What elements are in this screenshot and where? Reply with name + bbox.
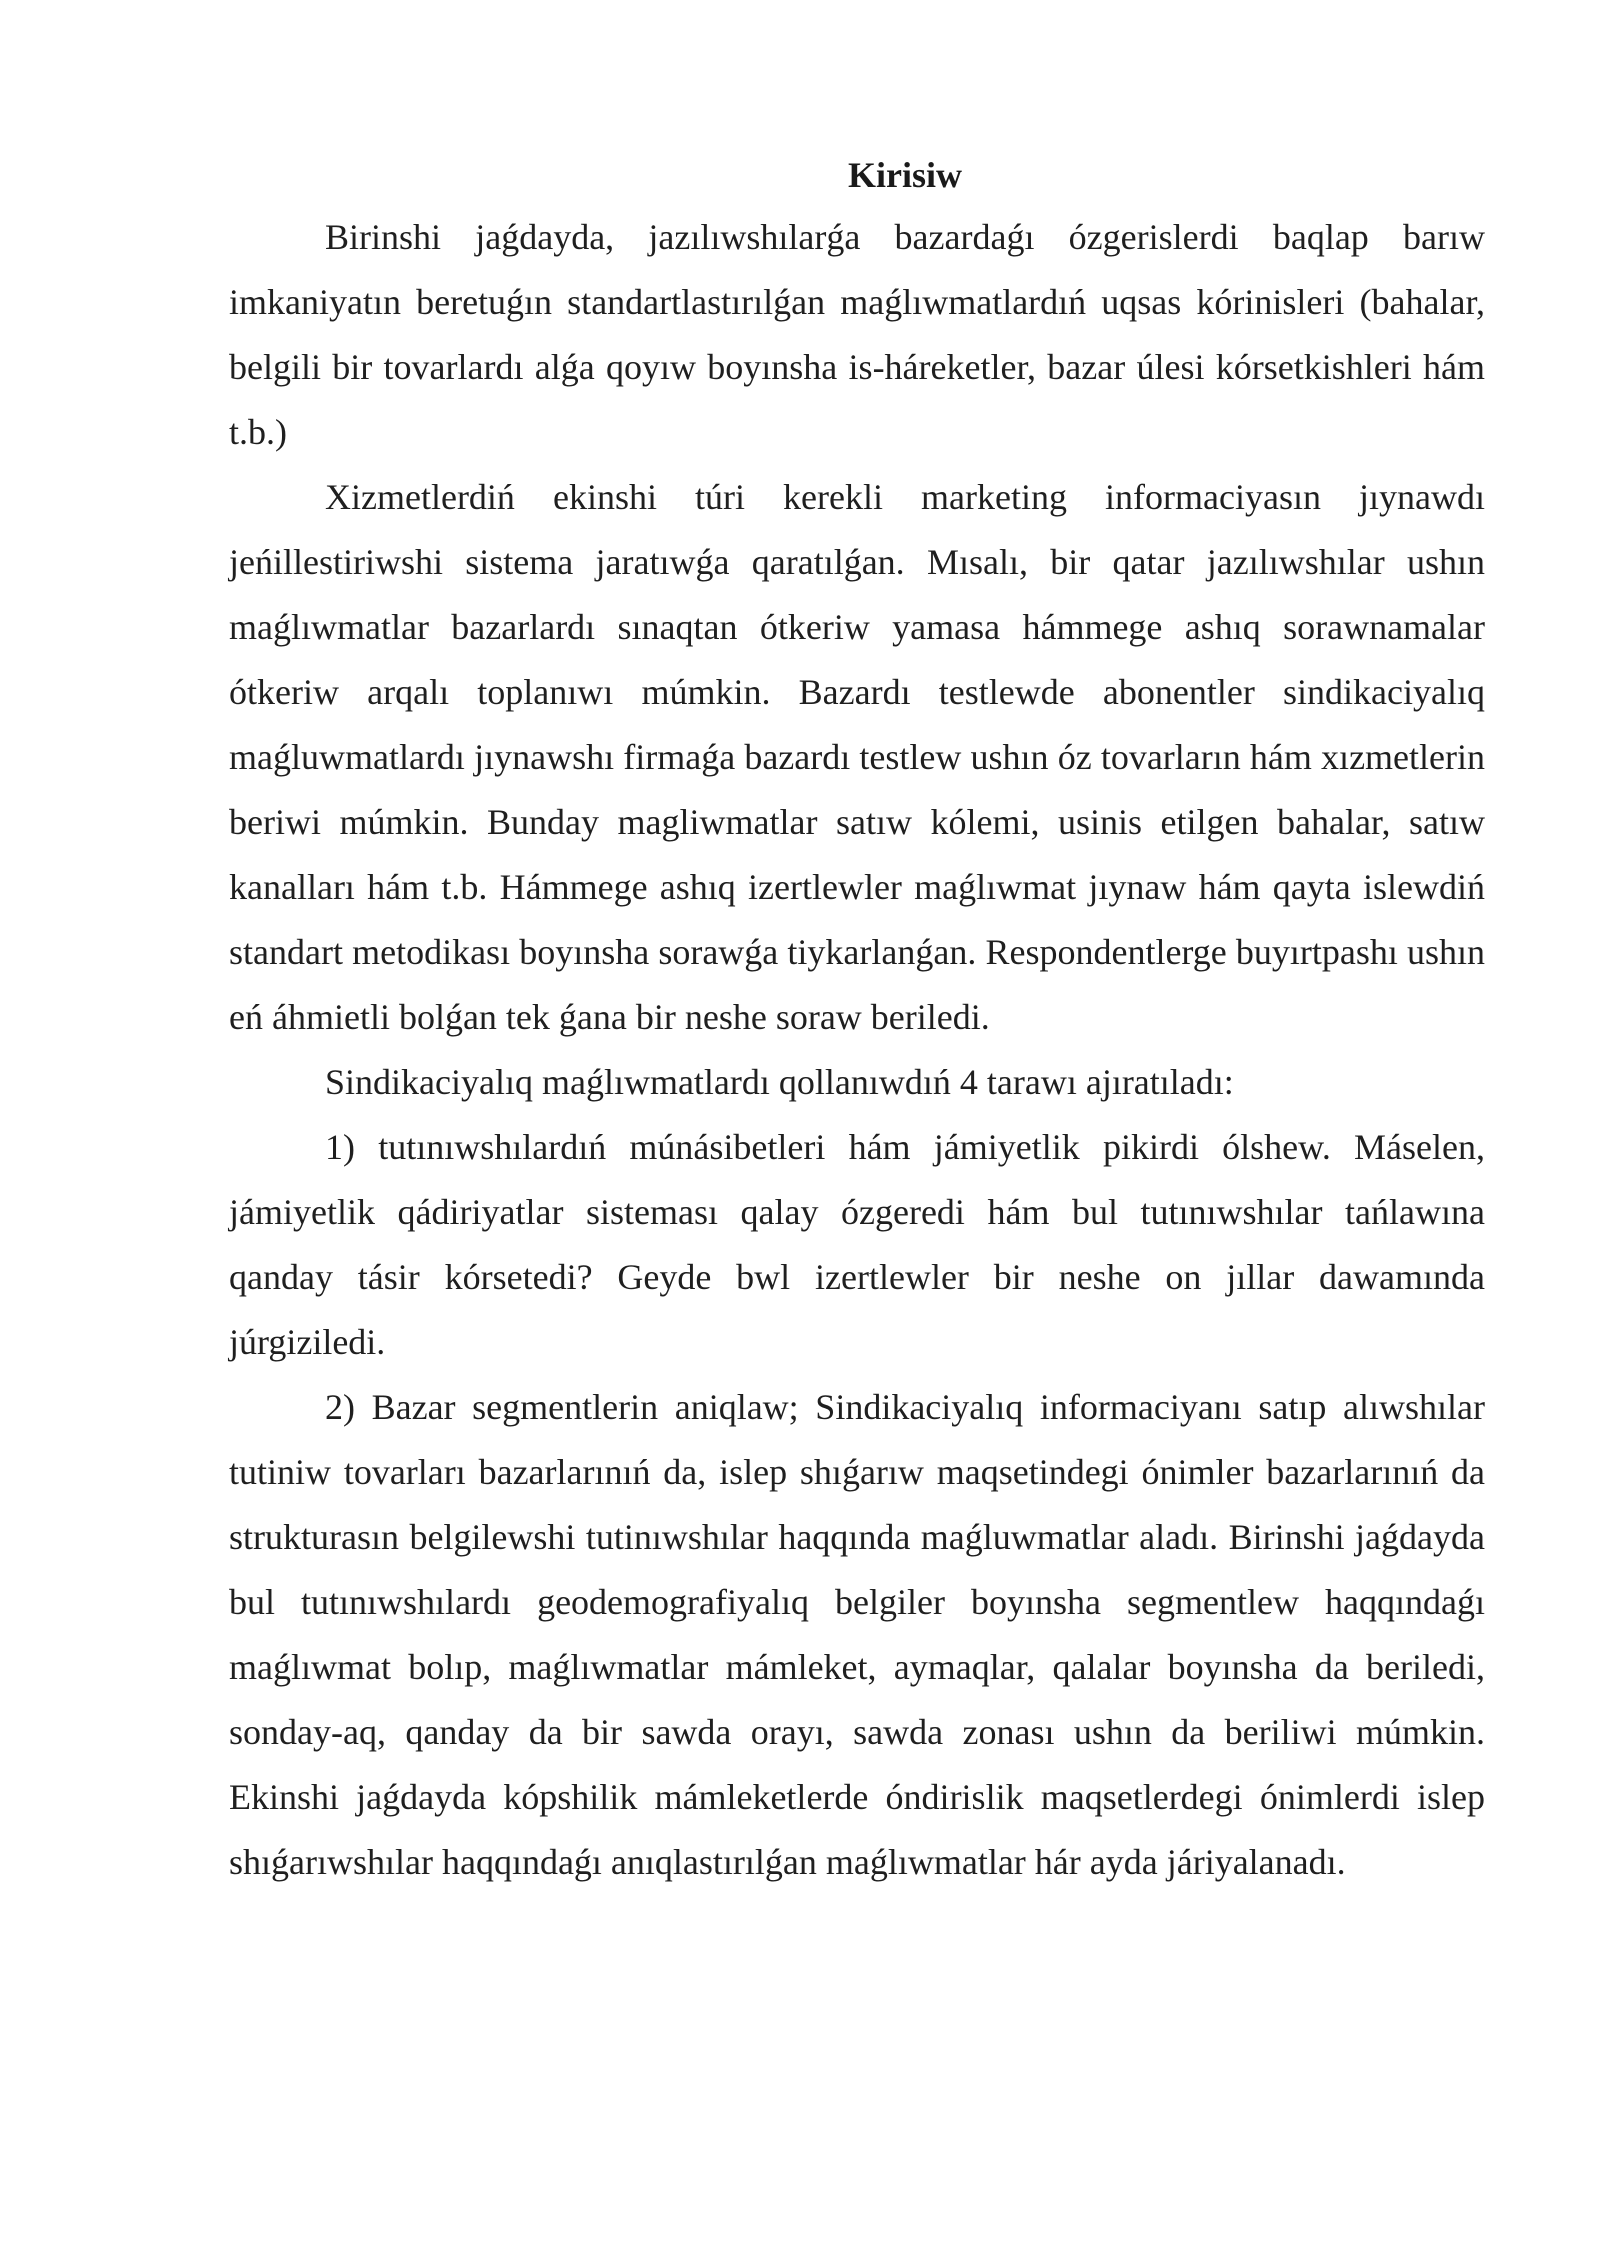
paragraph: Sindikaciyalıq maǵlıwmatlardı qollanıwdıń 4 tarawı ajıratıladı:: [325, 1062, 1234, 1102]
paragraph: 1) tutınıwshılardıń múnásibetleri hám jámiyetlik pikirdi ólshew. Máselen, jámiyetlik qádiriyatlar sisteması qalay ózgeredi hám bul tutınıwshılar tańlawına qanday tásir kórsetedi? Geyde bwl izertlewler bir neshe on jıllar dawamında júrgiziledi.: [229, 1127, 1485, 1362]
paragraph: Xizmetlerdiń ekinshi túri kerekli marketing informaciyasın jıynawdı jeńillestiriwshi sistema jaratıwǵa qaratılǵan. Mısalı, bir qatar jazılıwshılar ushın maǵlıwmatlar bazarlardı sınaqtan ótkeriw yamasa hámmege ashıq sorawnamalar ótkeriw arqalı toplanıwı múmkin. Bazardı testlewde abonentler sindikaciyalıq maǵluwmatlardı jıynawshı firmaǵa bazardı testlew ushın óz tovarların hám xızmetlerin beriwi múmkin. Bunday magliwmatlar satıw kólemi, usinis etilgen bahalar, satıw kanalları hám t.b. Hámmege ashıq izertlewler maǵlıwmat jıynaw hám qayta islewdiń standart metodikası boyınsha sorawǵa tiykarlanǵan. Respondentlerge buyırtpashı ushın eń áhmietli bolǵan tek ǵana bir neshe soraw beriledi.: [229, 477, 1485, 1037]
paragraph: 2) Bazar segmentlerin aniqlaw; Sindikaciyalıq informaciyanı satıp alıwshılar tutiniw tovarları bazarlarınıń da, islep shıǵarıw maqsetindegi ónimler bazarlarınıń da strukturasın belgilewshi tutinıwshılar haqqında maǵluwmatlar aladı. Birinshi jaǵdayda bul tutınıwshılardı geodemografiyalıq belgiler boyınsha segmentlew haqqındaǵı maǵlıwmat bolıp, maǵlıwmatlar mámleket, aymaqlar, qalalar boyınsha da beriledi, sonday-aq, qanday da bir sawda orayı, sawda zonası ushın da beriliwi múmkin. Ekinshi jaǵdayda kópshilik mámleketlerde óndirislik maqsetlerdegi ónimlerdi islep shıǵarıwshılar haqqındaǵı anıqlastırılǵan maǵlıwmatlar hár ayda járiyalanadı.: [229, 1387, 1485, 1882]
document-title: Kirisiw: [848, 155, 962, 195]
document-body: [229, 145, 1485, 1895]
paragraph: Birinshi jaǵdayda, jazılıwshılarǵa bazardaǵı ózgerislerdi baqlap barıw imkaniyatın beretuǵın standartlastırılǵan maǵlıwmatlardıń uqsas kórinisleri (bahalar, belgili bir tovarlardı alǵa qoyıw boyınsha is-háreketler, bazar úlesi kórsetkishleri hám t.b.): [229, 217, 1485, 452]
